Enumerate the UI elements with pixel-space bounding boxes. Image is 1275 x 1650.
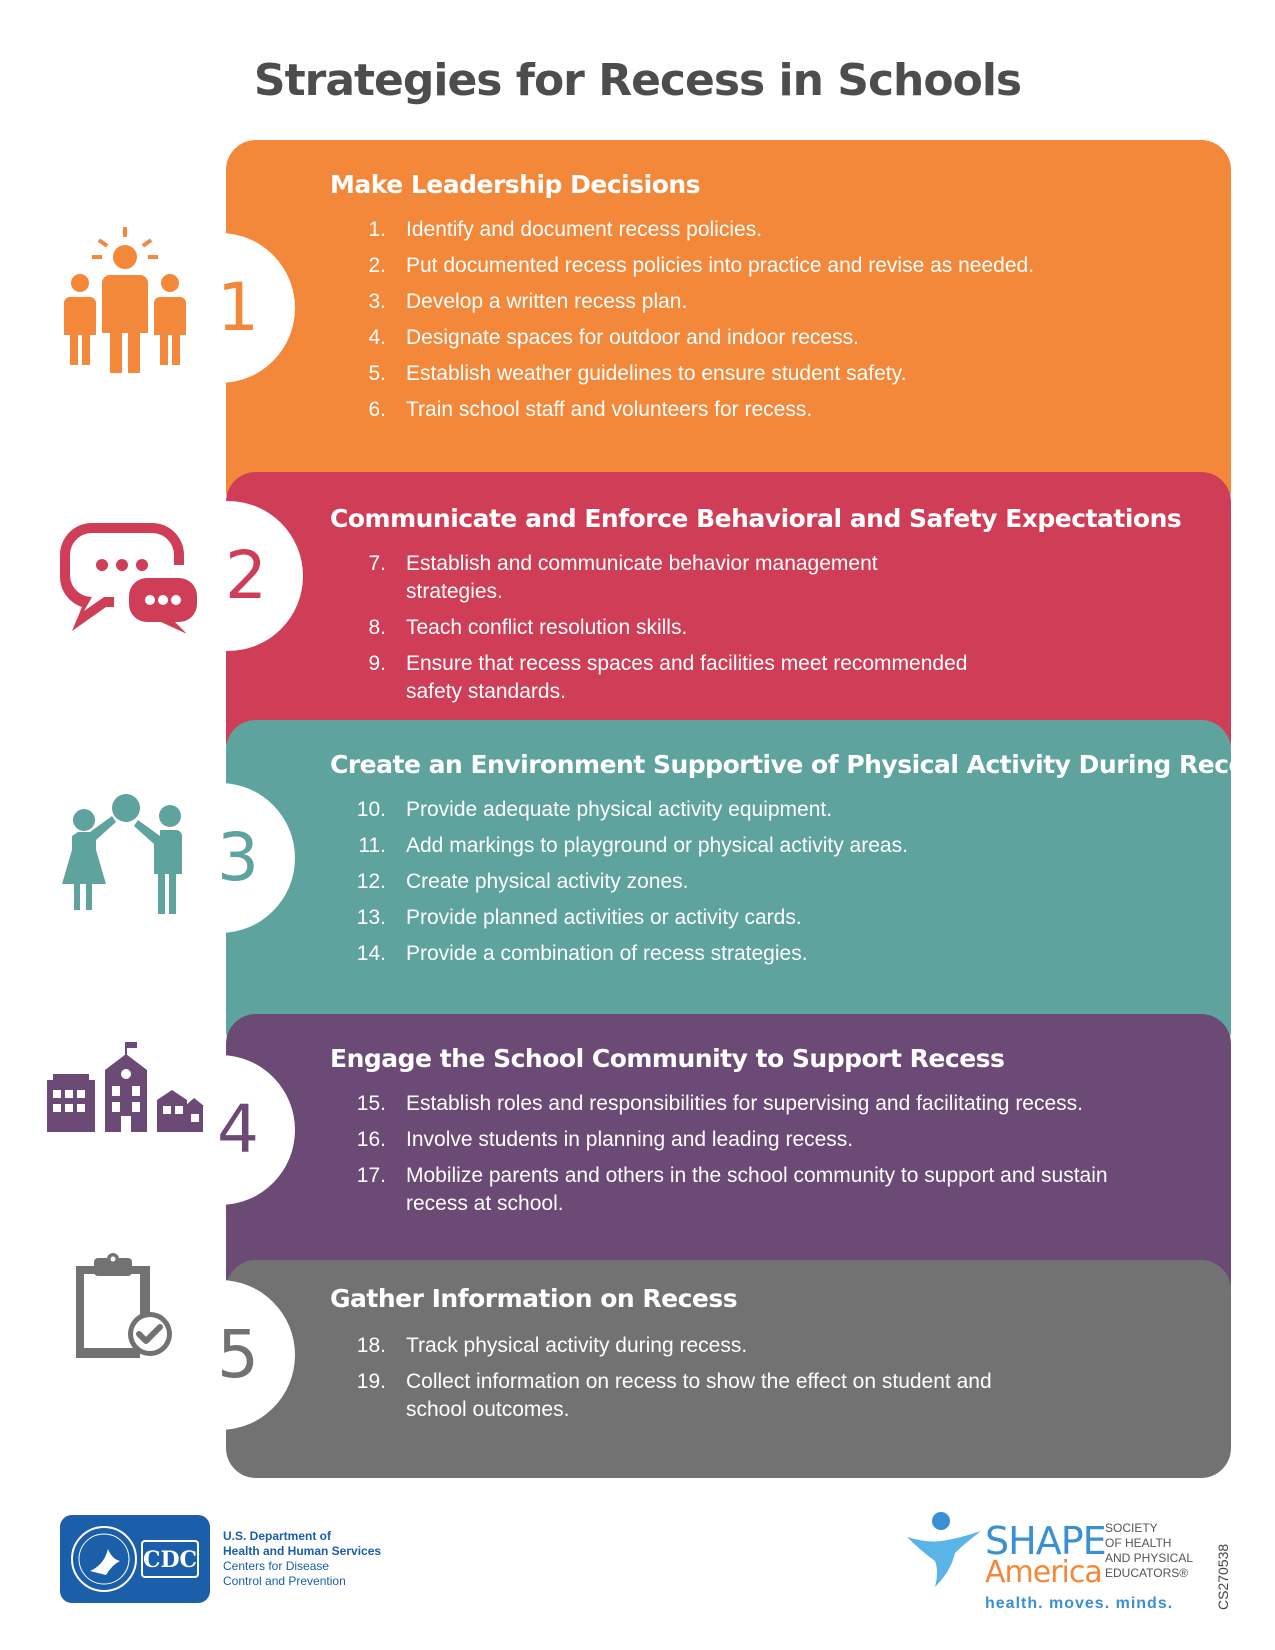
section-3-card xyxy=(226,720,1274,1060)
item-text: Involve students in planning and leading recess. xyxy=(406,1128,854,1151)
cdc-line: Control and Prevention xyxy=(223,1574,346,1588)
list-item xyxy=(330,614,971,642)
society-line: EDUCATORS® xyxy=(1105,1566,1189,1580)
item-text: Provide planned activities or activity cards. xyxy=(406,906,802,929)
strategy-list xyxy=(330,1332,1011,1432)
item-text: Train school staff and volunteers for recess. xyxy=(406,398,813,421)
shape-wordmark: SHAPE xyxy=(985,1519,1106,1563)
section-1-card xyxy=(226,140,1231,520)
item-text: Teach conflict resolution skills. xyxy=(406,616,688,639)
item-text: Ensure that recess spaces and facilities meet recommended safety standards. xyxy=(406,652,968,703)
clipboard-check-icon xyxy=(68,1250,178,1360)
item-text: Put documented recess policies into practice and revise as needed. xyxy=(406,254,1035,277)
item-text: Add markings to playground or physical activity areas. xyxy=(406,834,908,857)
section-heading: Make Leadership Decisions xyxy=(330,170,701,199)
shape-america-logo xyxy=(905,1507,1205,1612)
list-item xyxy=(330,1332,1011,1360)
tagline: health. moves. minds. xyxy=(985,1595,1174,1612)
item-text: Track physical activity during recess. xyxy=(406,1334,748,1357)
list-item xyxy=(330,904,1191,932)
list-item xyxy=(330,868,1191,896)
shape-figure-icon xyxy=(905,1511,985,1587)
list-item xyxy=(330,360,1191,388)
item-text: Provide adequate physical activity equipment. xyxy=(406,798,833,821)
hhs-line: Health and Human Services xyxy=(223,1544,382,1558)
list-item xyxy=(330,1126,1161,1154)
item-text: Establish weather guidelines to ensure student safety. xyxy=(406,362,907,385)
list-item xyxy=(330,252,1191,280)
item-number: 10. xyxy=(356,798,386,821)
section-number: 2 xyxy=(225,537,267,614)
strategy-list xyxy=(330,216,1191,432)
section-heading: Create an Environment Supportive of Physical Activity During Recess xyxy=(330,750,1274,779)
hhs-cdc-logo-block xyxy=(60,1515,420,1605)
section-heading: Gather Information on Recess xyxy=(330,1284,738,1313)
item-number: 1. xyxy=(368,218,386,241)
list-item xyxy=(330,288,1191,316)
item-text: Develop a written recess plan. xyxy=(406,290,688,313)
speech-bubbles-icon xyxy=(52,518,202,633)
item-text: Identify and document recess policies. xyxy=(406,218,763,241)
item-number: 16. xyxy=(356,1128,386,1151)
item-number: 7. xyxy=(368,552,386,575)
item-text: Establish and communicate behavior management strategies. xyxy=(406,552,878,603)
section-number: 5 xyxy=(217,1316,259,1393)
strategy-list xyxy=(330,1090,1161,1226)
item-number: 14. xyxy=(356,942,386,965)
leadership-people-icon xyxy=(60,225,190,375)
list-item xyxy=(330,324,1191,352)
section-number: 1 xyxy=(217,269,259,346)
hhs-cdc-logo xyxy=(60,1515,210,1603)
item-text: Provide a combination of recess strategies. xyxy=(406,942,808,965)
item-text: Establish roles and responsibilities for supervising and facilitating recess. xyxy=(406,1092,1084,1115)
section-heading: Engage the School Community to Support Recess xyxy=(330,1044,1005,1073)
hhs-seal-icon xyxy=(60,1515,210,1603)
item-number: 13. xyxy=(356,906,386,929)
cdc-line: Centers for Disease xyxy=(223,1559,330,1573)
item-text: Mobilize parents and others in the school community to support and sustain recess at school. xyxy=(406,1164,1108,1215)
list-item xyxy=(330,832,1191,860)
item-text: Designate spaces for outdoor and indoor recess. xyxy=(406,326,859,349)
list-item xyxy=(330,1368,1011,1424)
item-text: Collect information on recess to show the effect on student and school outcomes. xyxy=(406,1370,992,1421)
america-wordmark: America xyxy=(985,1555,1102,1590)
list-item xyxy=(330,940,1191,968)
item-number: 19. xyxy=(356,1370,386,1393)
item-number: 4. xyxy=(368,326,386,349)
society-line: SOCIETY xyxy=(1105,1521,1158,1535)
school-buildings-icon xyxy=(45,1040,205,1135)
item-number: 12. xyxy=(356,870,386,893)
list-item xyxy=(330,216,1191,244)
section-number: 3 xyxy=(217,819,259,896)
item-number: 18. xyxy=(356,1334,386,1357)
section-5-card xyxy=(226,1260,1231,1478)
item-number: 2. xyxy=(368,254,386,277)
item-number: 6. xyxy=(368,398,386,421)
list-item xyxy=(330,550,971,606)
society-line: OF HEALTH xyxy=(1105,1536,1172,1550)
item-number: 9. xyxy=(368,652,386,675)
item-number: 11. xyxy=(358,834,386,857)
list-item xyxy=(330,396,1191,424)
cdc-logo-text: CDC xyxy=(142,1547,198,1573)
section-number: 4 xyxy=(217,1091,259,1168)
item-number: 5. xyxy=(368,362,386,385)
page-title: Strategies for Recess in Schools xyxy=(253,55,1022,106)
list-item xyxy=(330,650,971,706)
hhs-text xyxy=(223,1529,381,1589)
strategy-list xyxy=(330,550,971,714)
item-number: 17. xyxy=(356,1164,386,1187)
society-text xyxy=(1105,1521,1193,1581)
item-number: 3. xyxy=(368,290,386,313)
section-heading: Communicate and Enforce Behavioral and Safety Expectations xyxy=(330,504,1182,533)
society-line: AND PHYSICAL xyxy=(1105,1551,1194,1565)
strategy-list xyxy=(330,796,1191,976)
item-number: 15. xyxy=(356,1092,386,1115)
document-id: CS270538 xyxy=(1215,1543,1231,1610)
item-number: 8. xyxy=(368,616,386,639)
children-playing-ball-icon xyxy=(58,790,198,920)
item-text: Create physical activity zones. xyxy=(406,870,689,893)
list-item xyxy=(330,1090,1161,1118)
list-item xyxy=(330,1162,1161,1218)
list-item xyxy=(330,796,1191,824)
hhs-line: U.S. Department of xyxy=(223,1529,332,1543)
